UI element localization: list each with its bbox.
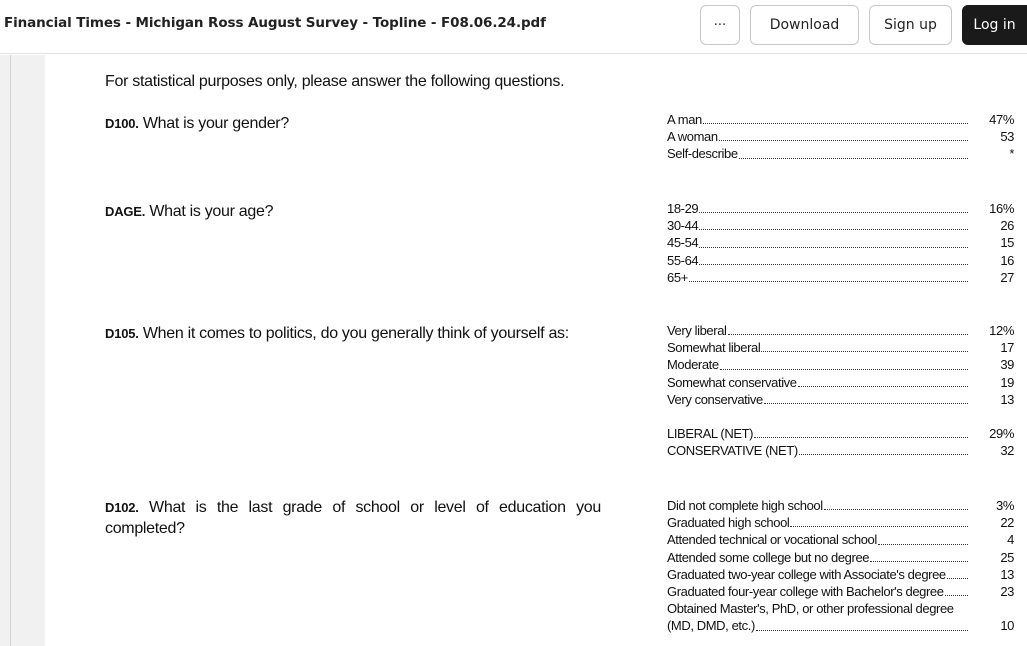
question-text: What is the last grade of school or level of education you completed? [105,499,601,537]
answer-label: Obtained Master's, PhD, or other professional degree [667,601,954,617]
question-code: D100. [105,116,139,131]
intro-text: For statistical purposes only, please answer the following questions. [105,73,565,90]
answers-d102 [667,497,1015,635]
dot-leader [720,369,968,370]
answer-value: 25 [1000,549,1014,565]
answer-value: 12% [989,323,1014,338]
sign-up-button[interactable]: Sign up [869,5,952,45]
answer-label: Attended some college but no degree [667,549,870,565]
answer-label: Very liberal [667,323,727,338]
answer-row [667,566,1015,583]
question-text: What is your gender? [138,115,289,132]
dot-leader [699,229,968,230]
answer-value: 16% [989,201,1014,216]
answer-value: * [1009,146,1014,162]
answer-label: Did not complete high school [667,498,823,513]
dot-leader [790,526,968,527]
answer-label: 30-44 [667,218,699,234]
dot-leader [764,403,968,404]
answer-label: LIBERAL (NET) [667,425,754,441]
dot-leader [728,334,968,335]
answer-label: 45-54 [667,235,699,251]
answers-d100 [667,111,1015,163]
answer-label: 55-64 [667,252,699,268]
question-d102 [105,497,601,539]
answer-row [667,497,1015,514]
answer-value: 15 [1000,235,1014,251]
dot-leader [719,140,968,141]
log-in-button[interactable]: Log in [962,5,1027,45]
answer-row [667,322,1015,339]
question-text: When it comes to politics, do you generally think of yourself as: [138,325,569,342]
answer-value: 19 [1000,374,1014,390]
answer-row [667,583,1015,600]
answer-label: Self-describe [667,146,738,162]
answer-label: Graduated high school [667,515,790,531]
answer-row [667,442,1015,459]
answer-row [667,617,1015,634]
answer-label: Graduated four-year college with Bachelor's degree [667,583,944,599]
answer-label: A man [667,112,702,127]
dot-leader [754,437,968,438]
answer-label: 65+ [667,269,688,285]
question-code: D102. [105,500,139,515]
answer-row [667,269,1015,286]
answer-row [667,252,1015,269]
answer-value: 29% [989,425,1014,441]
answer-value: 10 [1000,618,1014,634]
dot-leader [824,509,968,510]
answer-row [667,531,1015,548]
answer-value: 26 [1000,218,1014,234]
answer-value: 3% [996,498,1014,513]
answer-label: (MD, DMD, etc.) [667,618,755,634]
answer-row [667,339,1015,356]
answer-row [667,600,1015,617]
dot-leader [699,212,968,213]
answer-row [667,514,1015,531]
answer-row [667,111,1015,128]
question-text: What is your age? [145,203,274,220]
answer-label: Moderate [667,357,719,373]
answer-value: 13 [1000,566,1014,582]
answer-value: 39 [1000,357,1014,373]
question-dage [105,201,273,222]
dot-leader [798,386,968,387]
document-title: Financial Times - Michigan Ross August Survey - Topline - F08.06.24.pdf [4,15,546,31]
dot-leader [756,630,968,631]
answer-row [667,234,1015,251]
dot-leader [799,454,968,455]
answer-label: CONSERVATIVE (NET) [667,443,798,459]
divider [10,55,11,646]
dot-leader [878,544,968,545]
answer-value: 16 [1000,252,1014,268]
answer-row [667,549,1015,566]
answer-value: 32 [1000,443,1014,459]
answer-value: 4 [1007,532,1014,548]
answer-label: Somewhat conservative [667,374,797,390]
question-d100 [105,113,289,134]
top-bar [0,0,1027,54]
answer-value: 13 [1000,391,1014,407]
answer-row [667,356,1015,373]
download-button[interactable]: Download [750,5,859,45]
dot-leader [699,247,968,248]
answers-dage [667,200,1015,286]
dot-leader [689,281,968,282]
answer-label: Attended technical or vocational school [667,532,877,548]
answer-row [667,217,1015,234]
answer-row [667,200,1015,217]
answer-value: 53 [1000,129,1014,145]
answer-label: Graduated two-year college with Associate's degree [667,566,946,582]
answer-row [667,391,1015,408]
dot-leader [761,351,968,352]
answer-label: Very conservative [667,391,763,407]
dot-leader [947,578,968,579]
answer-label: 18-29 [667,201,699,216]
dot-leader [703,123,968,124]
answer-row [667,374,1015,391]
dot-leader [739,158,968,159]
question-d105 [105,323,569,344]
question-code: DAGE. [105,204,146,219]
answer-value: 47% [989,112,1014,127]
sidebar-gutter [0,55,45,646]
answer-value: 23 [1000,583,1014,599]
answer-value: 22 [1000,515,1014,531]
spacer [667,408,1015,425]
dot-leader [870,561,968,562]
answer-value: 27 [1000,269,1014,285]
answers-d105 [667,322,1015,459]
answer-row [667,128,1015,145]
answer-row [667,145,1015,162]
answer-value: 17 [1000,340,1014,356]
dot-leader [945,595,968,596]
answer-row [667,425,1015,442]
answer-label: Somewhat liberal [667,340,761,356]
answer-label: A woman [667,129,718,145]
dot-leader [699,264,968,265]
question-code: D105. [105,326,139,341]
more-options-button[interactable]: ··· [700,5,740,45]
